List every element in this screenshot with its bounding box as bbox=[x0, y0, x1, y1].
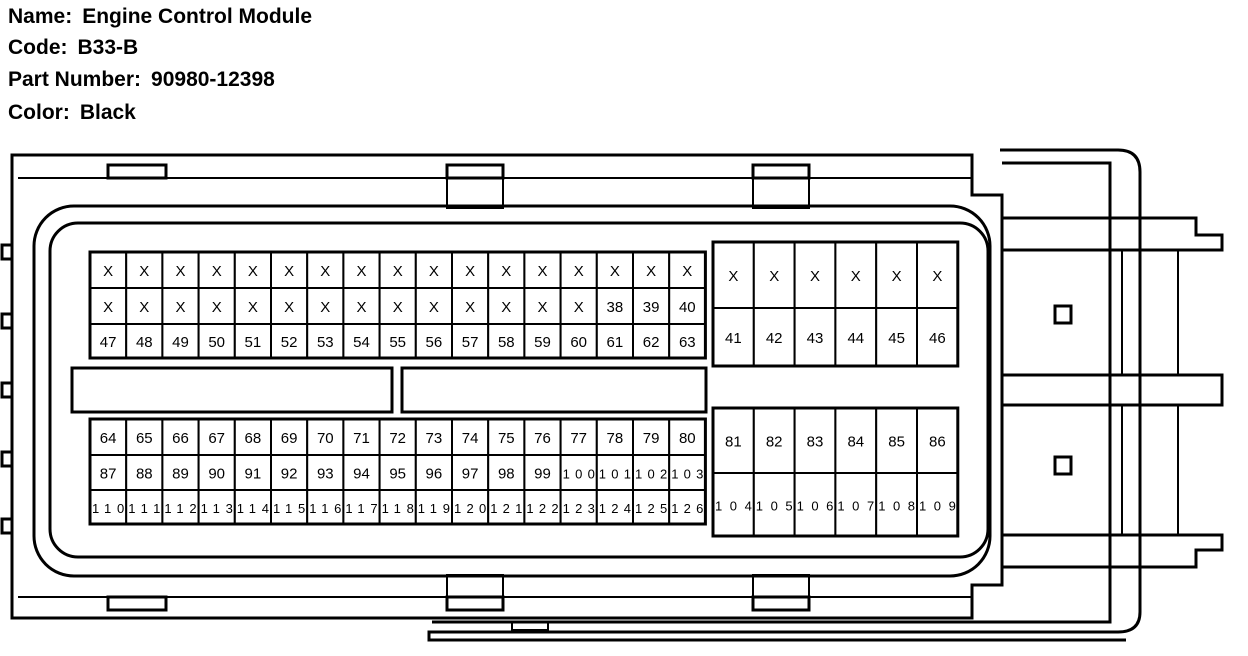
pin-label: 42 bbox=[765, 330, 783, 347]
pin-67 bbox=[199, 419, 235, 455]
pin-empty bbox=[917, 242, 958, 308]
pin-label: 57 bbox=[461, 334, 479, 351]
pin-label: 64 bbox=[99, 430, 117, 447]
pin-112 bbox=[162, 490, 198, 524]
pin-label: 80 bbox=[678, 430, 696, 447]
pin-label: 95 bbox=[389, 465, 407, 483]
pin-empty bbox=[713, 242, 754, 308]
pin-50 bbox=[199, 324, 235, 358]
pin-label: 88 bbox=[135, 465, 153, 483]
pin-label: 44 bbox=[847, 330, 865, 347]
pin-100 bbox=[561, 455, 597, 490]
pin-39 bbox=[633, 288, 669, 324]
pin-117 bbox=[343, 490, 379, 524]
pin-111 bbox=[126, 490, 162, 524]
pin-72 bbox=[380, 419, 416, 455]
pin-label: 56 bbox=[425, 334, 443, 351]
pin-98 bbox=[488, 455, 524, 490]
pin-74 bbox=[452, 419, 488, 455]
pin-label: 108 bbox=[878, 498, 915, 514]
pin-empty bbox=[307, 288, 343, 324]
pin-label: 90 bbox=[208, 465, 226, 483]
pin-empty bbox=[452, 252, 488, 288]
pin-42 bbox=[754, 308, 795, 366]
code-label: Code: bbox=[8, 36, 68, 59]
pin-empty bbox=[126, 288, 162, 324]
pin-empty bbox=[795, 242, 836, 308]
pin-label: 53 bbox=[316, 334, 334, 351]
part-number-label: Part Number: bbox=[8, 68, 142, 91]
connector-color: Black bbox=[79, 101, 136, 124]
pin-90 bbox=[199, 455, 235, 490]
pin-label: X bbox=[537, 263, 548, 280]
pin-label: X bbox=[537, 299, 548, 316]
pin-empty bbox=[452, 288, 488, 324]
pin-label: 81 bbox=[725, 433, 742, 451]
pin-52 bbox=[271, 324, 307, 358]
pin-label: 109 bbox=[919, 498, 956, 514]
pin-66 bbox=[162, 419, 198, 455]
pin-label: 49 bbox=[172, 334, 189, 351]
pin-44 bbox=[835, 308, 876, 366]
pin-label: 65 bbox=[135, 430, 153, 447]
pin-75 bbox=[488, 419, 524, 455]
pin-label: X bbox=[392, 263, 403, 280]
pin-empty bbox=[271, 252, 307, 288]
pin-empty bbox=[524, 252, 560, 288]
pin-empty bbox=[343, 288, 379, 324]
name-label: Name: bbox=[8, 5, 73, 28]
pin-label: 119 bbox=[417, 501, 450, 516]
pin-126 bbox=[669, 490, 705, 524]
pin-109 bbox=[917, 473, 958, 536]
pin-label: 40 bbox=[678, 299, 696, 316]
pin-110 bbox=[90, 490, 126, 524]
pin-88 bbox=[126, 455, 162, 490]
pin-label: X bbox=[139, 299, 150, 316]
pin-empty bbox=[162, 252, 198, 288]
pin-label: 102 bbox=[635, 466, 668, 482]
pin-label: 69 bbox=[280, 430, 298, 447]
pin-58 bbox=[488, 324, 524, 358]
pin-label: 60 bbox=[570, 334, 588, 351]
pin-label: 63 bbox=[678, 334, 696, 351]
pin-107 bbox=[835, 473, 876, 536]
pin-label: X bbox=[356, 299, 367, 316]
connector-code: B33-B bbox=[77, 36, 139, 59]
pin-102 bbox=[633, 455, 669, 490]
pin-label: X bbox=[175, 263, 186, 280]
pin-label: 58 bbox=[497, 334, 515, 351]
pin-label: 45 bbox=[888, 330, 905, 347]
pin-101 bbox=[597, 455, 633, 490]
pin-label: 50 bbox=[208, 334, 226, 351]
pin-113 bbox=[199, 490, 235, 524]
pin-73 bbox=[416, 419, 452, 455]
pin-label: X bbox=[891, 268, 902, 285]
pin-empty bbox=[235, 252, 271, 288]
connector-housing bbox=[2, 150, 1222, 640]
pin-label: 48 bbox=[135, 334, 153, 351]
pin-empty bbox=[754, 242, 795, 308]
pin-layer bbox=[90, 242, 958, 536]
pin-empty bbox=[90, 252, 126, 288]
pin-empty bbox=[380, 288, 416, 324]
pin-label: 116 bbox=[309, 501, 342, 516]
pin-label: 100 bbox=[562, 466, 595, 482]
pin-empty bbox=[597, 252, 633, 288]
pin-120 bbox=[452, 490, 488, 524]
pin-label: X bbox=[428, 263, 439, 280]
pin-label: X bbox=[211, 263, 222, 280]
pin-60 bbox=[561, 324, 597, 358]
pin-label: 89 bbox=[172, 465, 189, 483]
pin-label: X bbox=[769, 268, 780, 285]
pin-78 bbox=[597, 419, 633, 455]
pin-114 bbox=[235, 490, 271, 524]
pin-label: 91 bbox=[244, 465, 262, 483]
pin-label: 84 bbox=[847, 433, 865, 451]
pin-91 bbox=[235, 455, 271, 490]
pin-label: 114 bbox=[236, 501, 269, 516]
pin-label: X bbox=[211, 299, 222, 316]
pin-54 bbox=[343, 324, 379, 358]
pin-label: 104 bbox=[715, 498, 752, 514]
pin-124 bbox=[597, 490, 633, 524]
pin-103 bbox=[669, 455, 705, 490]
pin-55 bbox=[380, 324, 416, 358]
pin-label: X bbox=[392, 299, 403, 316]
pin-83 bbox=[795, 408, 836, 473]
pin-97 bbox=[452, 455, 488, 490]
pin-label: 123 bbox=[562, 501, 595, 516]
pin-empty bbox=[162, 288, 198, 324]
pin-label: 111 bbox=[128, 501, 161, 516]
pin-80 bbox=[669, 419, 705, 455]
pin-label: 85 bbox=[888, 433, 905, 451]
pin-label: X bbox=[609, 263, 620, 280]
pin-label: 86 bbox=[929, 433, 946, 451]
pin-label: 105 bbox=[755, 498, 793, 514]
pin-empty bbox=[524, 288, 560, 324]
pin-40 bbox=[669, 288, 705, 324]
pin-label: X bbox=[465, 263, 476, 280]
pin-label: 38 bbox=[606, 299, 624, 316]
pin-label: 103 bbox=[671, 466, 704, 482]
pin-68 bbox=[235, 419, 271, 455]
pin-label: 68 bbox=[244, 430, 262, 447]
pin-label: X bbox=[682, 263, 693, 280]
pin-62 bbox=[633, 324, 669, 358]
pin-empty bbox=[633, 252, 669, 288]
pin-empty bbox=[199, 252, 235, 288]
pin-label: 67 bbox=[208, 430, 226, 447]
pin-empty bbox=[561, 252, 597, 288]
pin-label: 79 bbox=[642, 430, 660, 447]
pin-label: X bbox=[139, 263, 150, 280]
pin-label: 121 bbox=[490, 501, 523, 516]
pin-empty bbox=[271, 288, 307, 324]
pin-92 bbox=[271, 455, 307, 490]
pin-label: 76 bbox=[534, 430, 551, 447]
pin-label: X bbox=[247, 299, 258, 316]
pin-56 bbox=[416, 324, 452, 358]
pin-label: 66 bbox=[172, 430, 189, 447]
pin-116 bbox=[307, 490, 343, 524]
pin-label: 93 bbox=[316, 465, 334, 483]
pin-label: X bbox=[573, 263, 584, 280]
pin-94 bbox=[343, 455, 379, 490]
pin-label: X bbox=[465, 299, 476, 316]
pin-label: 51 bbox=[244, 334, 262, 351]
pin-label: X bbox=[356, 263, 367, 280]
pin-105 bbox=[754, 473, 795, 536]
pin-label: 107 bbox=[837, 498, 875, 514]
pin-45 bbox=[876, 308, 917, 366]
pin-57 bbox=[452, 324, 488, 358]
pin-43 bbox=[795, 308, 836, 366]
pin-label: 46 bbox=[929, 330, 946, 347]
pin-label: X bbox=[103, 263, 114, 280]
pin-63 bbox=[669, 324, 705, 358]
pin-51 bbox=[235, 324, 271, 358]
connector-name: Engine Control Module bbox=[82, 5, 313, 28]
pin-label: 126 bbox=[671, 501, 704, 516]
pin-76 bbox=[524, 419, 560, 455]
pin-empty bbox=[380, 252, 416, 288]
pin-empty bbox=[416, 288, 452, 324]
pin-label: X bbox=[809, 268, 821, 285]
pin-empty bbox=[235, 288, 271, 324]
pin-65 bbox=[126, 419, 162, 455]
pin-99 bbox=[524, 455, 560, 490]
pin-label: 43 bbox=[806, 330, 824, 347]
color-label: Color: bbox=[8, 101, 70, 124]
pin-46 bbox=[917, 308, 958, 366]
pin-47 bbox=[90, 324, 126, 358]
pin-empty bbox=[835, 242, 876, 308]
pin-label: X bbox=[175, 299, 186, 316]
pin-label: 54 bbox=[353, 334, 370, 351]
pin-95 bbox=[380, 455, 416, 490]
pin-label: X bbox=[501, 263, 512, 280]
pin-label: 112 bbox=[164, 501, 197, 516]
pin-86 bbox=[917, 408, 958, 473]
pin-label: 97 bbox=[461, 465, 479, 483]
pin-label: 125 bbox=[635, 501, 668, 516]
pin-label: 96 bbox=[425, 465, 443, 483]
pin-label: 122 bbox=[526, 501, 559, 516]
pin-label: 55 bbox=[389, 334, 407, 351]
pin-label: X bbox=[284, 263, 295, 280]
pin-empty bbox=[876, 242, 917, 308]
pin-label: X bbox=[320, 299, 331, 316]
pin-label: 99 bbox=[534, 465, 551, 483]
pin-label: 52 bbox=[280, 334, 298, 351]
pin-label: 62 bbox=[642, 334, 660, 351]
pin-115 bbox=[271, 490, 307, 524]
pin-label: X bbox=[646, 263, 657, 280]
pin-81 bbox=[713, 408, 754, 473]
pin-41 bbox=[713, 308, 754, 366]
pin-49 bbox=[162, 324, 198, 358]
pin-87 bbox=[90, 455, 126, 490]
pin-label: 77 bbox=[570, 430, 588, 447]
pin-125 bbox=[633, 490, 669, 524]
pin-label: X bbox=[247, 263, 258, 280]
pin-label: 106 bbox=[796, 498, 834, 514]
pin-label: X bbox=[284, 299, 295, 316]
pin-label: 115 bbox=[273, 501, 306, 516]
pin-empty bbox=[488, 288, 524, 324]
pin-118 bbox=[380, 490, 416, 524]
pin-96 bbox=[416, 455, 452, 490]
pin-label: 124 bbox=[598, 501, 632, 516]
pin-38 bbox=[597, 288, 633, 324]
pin-label: X bbox=[728, 268, 739, 285]
pin-59 bbox=[524, 324, 560, 358]
pin-label: 59 bbox=[534, 334, 551, 351]
pin-64 bbox=[90, 419, 126, 455]
pin-106 bbox=[795, 473, 836, 536]
pin-label: 61 bbox=[606, 334, 624, 351]
pin-label: 87 bbox=[99, 465, 117, 483]
pin-84 bbox=[835, 408, 876, 473]
pin-label: 70 bbox=[316, 430, 334, 447]
pin-empty bbox=[126, 252, 162, 288]
pin-104 bbox=[713, 473, 754, 536]
pin-label: 98 bbox=[497, 465, 515, 483]
part-number: 90980-12398 bbox=[151, 68, 275, 91]
pin-121 bbox=[488, 490, 524, 524]
pin-label: 74 bbox=[461, 430, 479, 447]
pin-label: 71 bbox=[353, 430, 370, 447]
pin-empty bbox=[561, 288, 597, 324]
pin-77 bbox=[561, 419, 597, 455]
pin-label: 73 bbox=[425, 430, 443, 447]
pin-label: 75 bbox=[497, 430, 515, 447]
pin-53 bbox=[307, 324, 343, 358]
pin-label: X bbox=[428, 299, 439, 316]
pin-label: 94 bbox=[353, 465, 370, 483]
pin-label: 118 bbox=[381, 501, 414, 516]
pin-119 bbox=[416, 490, 452, 524]
pin-label: 110 bbox=[92, 501, 125, 516]
pin-93 bbox=[307, 455, 343, 490]
pin-empty bbox=[90, 288, 126, 324]
pin-empty bbox=[343, 252, 379, 288]
pin-label: 39 bbox=[642, 299, 660, 316]
pin-71 bbox=[343, 419, 379, 455]
pin-empty bbox=[199, 288, 235, 324]
pin-label: 47 bbox=[99, 334, 117, 351]
pin-82 bbox=[754, 408, 795, 473]
pin-label: 82 bbox=[765, 433, 783, 451]
pin-empty bbox=[488, 252, 524, 288]
pin-empty bbox=[669, 252, 705, 288]
pin-label: 72 bbox=[389, 430, 407, 447]
pin-label: 113 bbox=[200, 501, 233, 516]
pin-79 bbox=[633, 419, 669, 455]
pin-label: X bbox=[103, 299, 114, 316]
pin-61 bbox=[597, 324, 633, 358]
pin-89 bbox=[162, 455, 198, 490]
pin-label: X bbox=[320, 263, 331, 280]
pin-122 bbox=[524, 490, 560, 524]
pin-label: X bbox=[501, 299, 512, 316]
pin-label: 120 bbox=[454, 501, 487, 516]
pin-label: 78 bbox=[606, 430, 624, 447]
pin-69 bbox=[271, 419, 307, 455]
pin-label: X bbox=[932, 268, 943, 285]
pin-label: 117 bbox=[345, 501, 378, 516]
pin-empty bbox=[307, 252, 343, 288]
pin-label: 92 bbox=[280, 465, 298, 483]
pin-empty bbox=[416, 252, 452, 288]
pin-123 bbox=[561, 490, 597, 524]
pin-label: 83 bbox=[806, 433, 824, 451]
pin-label: 101 bbox=[598, 466, 632, 482]
pin-108 bbox=[876, 473, 917, 536]
pin-label: X bbox=[850, 268, 861, 285]
pin-label: 41 bbox=[725, 330, 742, 347]
pin-48 bbox=[126, 324, 162, 358]
pin-70 bbox=[307, 419, 343, 455]
pin-85 bbox=[876, 408, 917, 473]
pin-label: X bbox=[573, 299, 584, 316]
